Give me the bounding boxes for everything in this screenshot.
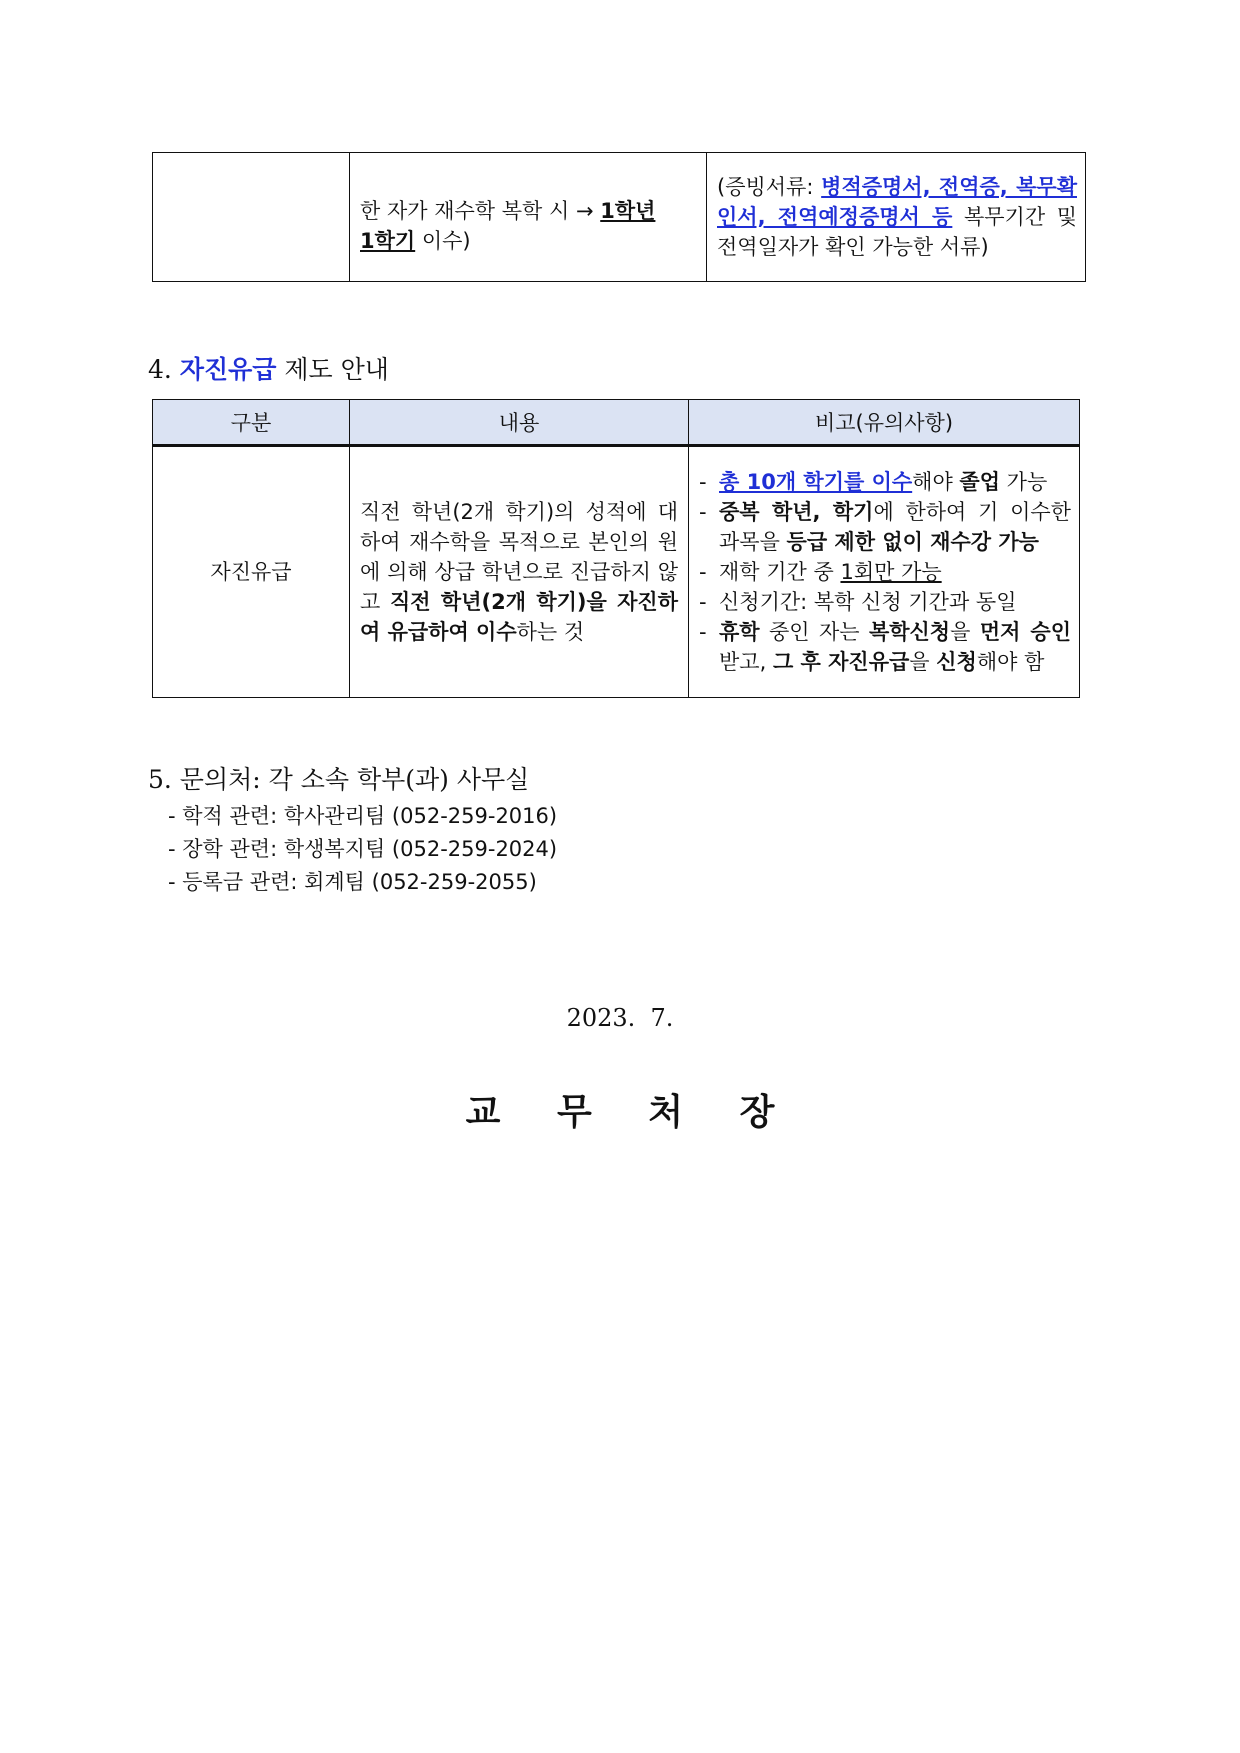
content-cell [350,153,707,282]
underlined-1st-year: 1학년 [600,199,656,223]
note-bold: 복학신청 [868,620,951,644]
table-header-row [153,400,1080,446]
note-bold: 휴학 [719,620,760,644]
content-plain: 직전 학년(2개 학기)의 성적에 대하여 재수학을 목적으로 본인의 원에 의해 상급 학년으로 진급하지 않고 [360,500,678,614]
note-text: 을 [909,650,937,674]
section-4-rest: 제도 안내 [276,355,389,384]
note-item: - 신청기간: 복학 신청 기간과 동일 [699,587,1071,617]
content-cell [350,446,689,698]
note-bold: 졸업 [959,470,1000,494]
issuer-signature: 교 무 처 장 [465,1092,797,1133]
note-link: 총 10개 학기를 이수 [719,470,913,494]
section-4-number: 4. [148,355,172,384]
section-5-heading: 5. 문의처: 각 소속 학부(과) 사무실 [148,765,530,794]
note-item: - 휴학 중인 자는 복학신청을 먼저 승인 받고, 그 후 자진유급을 신청해야 함 [699,620,1071,674]
note-text: 해야 함 [976,650,1045,674]
note-item: - 총 10개 학기를 이수해야 졸업 가능 [699,470,1048,494]
document-date: 2023. 7. [566,1004,674,1032]
proof-docs-label: (증빙서류: [717,175,822,199]
header-content: 내용 [350,400,689,446]
category-cell: 자진유급 [153,446,350,698]
voluntary-retention-table [152,399,1080,698]
proof-docs-desc: 복무기간 및 전역일자가 확인 가능한 서류) [717,205,1077,259]
header-notes: 비고(유의사항) [689,400,1080,446]
note-bold: 그 후 자진유급 [772,650,910,674]
proof-docs-list: 병적증명서, 전역증, 복무확인서, 전역예정증명서 등 [717,175,1077,229]
note-cell [707,153,1086,282]
note-text: 가능 [1000,470,1048,494]
note-text: 해야 [912,470,960,494]
note-text: 받고, [719,650,773,674]
note-item: - 재학 기간 중 1회만 가능 [699,560,942,584]
content-end: 하는 것 [516,620,585,644]
contact-list [168,800,557,899]
note-text: 을 [950,620,980,644]
note-underline: 1회만 가능 [840,560,942,584]
content-text-pre: 한 자가 재수학 복학 시 → [360,199,601,223]
note-item: - 중복 학년, 학기에 한하여 기 이수한 과목을 등급 제한 없이 재수강 가능 [699,500,1071,554]
content-bold: 직전 학년(2개 학기)을 자진하여 유급하여 이수 [360,590,678,644]
underlined-1st-semester: 1학기 [360,229,416,253]
note-text: 재학 기간 중 [719,560,841,584]
note-bold: 등급 제한 없이 재수강 가능 [786,530,1039,554]
section-4-highlight: 자진유급 [179,355,277,384]
list-item: - 학적 관련: 학사관리팀 (052-259-2016) [168,804,558,828]
list-item: - 등록금 관련: 회계팀 (052-259-2055) [168,870,537,894]
header-category: 구분 [153,400,350,446]
empty-category-cell [153,153,350,282]
notes-cell [689,446,1080,698]
note-bold: 먼저 승인 [979,620,1071,644]
table-row [153,446,1080,698]
content-text-post: 이수) [415,229,471,253]
note-bold: 신청 [936,650,977,674]
note-bold: 중복 학년, 학기 [719,500,874,524]
list-item: - 장학 관련: 학생복지팀 (052-259-2024) [168,837,558,861]
note-text: 중인 자는 [759,620,869,644]
requirements-table-continued [152,152,1086,282]
note-text: 에 한하여 기 이수한 과목을 [719,500,1071,554]
section-4-heading [148,350,389,386]
note-text: 신청기간: 복학 신청 기간과 동일 [719,590,1017,614]
